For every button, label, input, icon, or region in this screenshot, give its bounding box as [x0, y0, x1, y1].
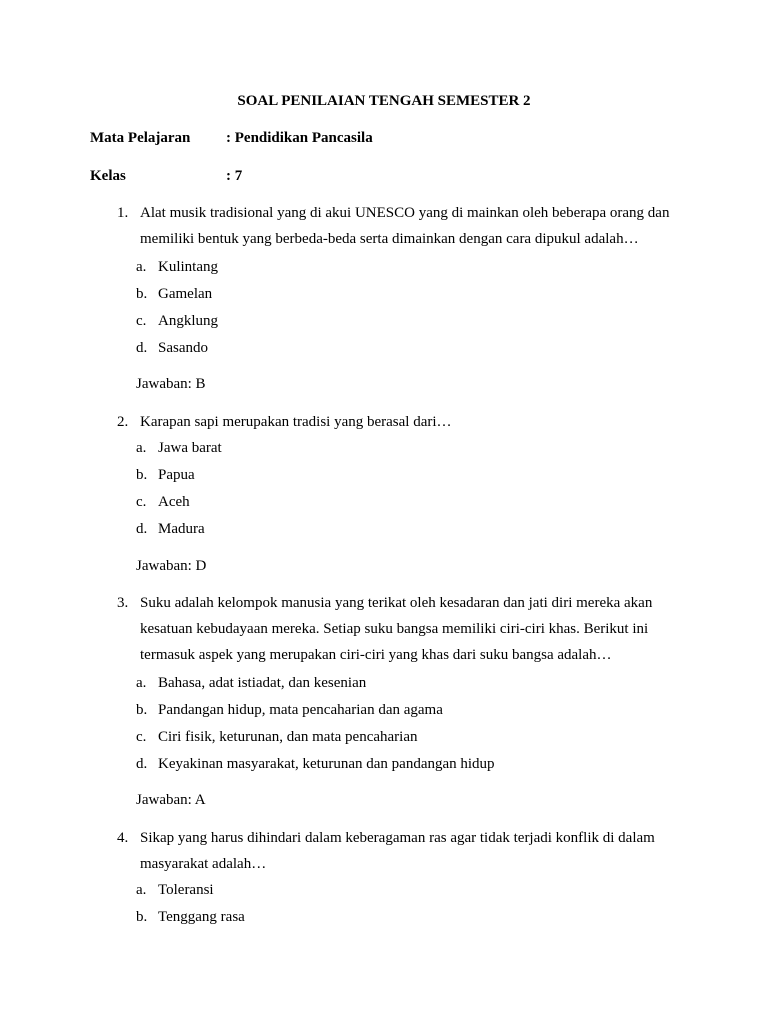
meta-value: : 7: [226, 168, 243, 184]
option-text: Jawa barat: [158, 440, 222, 456]
answer-text: Jawaban: B: [136, 376, 206, 392]
question-text: Karapan sapi merupakan tradisi yang berasal dari…: [140, 414, 452, 430]
answer-text: Jawaban: D: [136, 558, 207, 574]
question-4: [117, 825, 677, 877]
option-text: Bahasa, adat istiadat, dan kesenian: [158, 675, 367, 691]
question-number: 3.: [117, 595, 129, 611]
option-letter: a.: [136, 675, 147, 691]
option-letter: d.: [136, 340, 148, 356]
question-3: [117, 590, 677, 668]
page-title: SOAL PENILAIAN TENGAH SEMESTER 2: [237, 93, 531, 109]
option-text: Sasando: [158, 340, 208, 356]
option-text: Aceh: [158, 494, 190, 510]
meta-label: Kelas: [90, 168, 126, 184]
option-text: Madura: [158, 521, 205, 537]
option-text: Kulintang: [158, 259, 218, 275]
option-letter: d.: [136, 521, 148, 537]
option-letter: b.: [136, 286, 148, 302]
option-text: Tenggang rasa: [158, 909, 245, 925]
option-text: Toleransi: [158, 882, 214, 898]
option-letter: b.: [136, 909, 148, 925]
answer-text: Jawaban: A: [136, 792, 206, 808]
option-text: Ciri fisik, keturunan, dan mata pencaharian: [158, 729, 418, 745]
option-text: Gamelan: [158, 286, 213, 302]
question-1: [117, 200, 677, 252]
option-letter: b.: [136, 702, 148, 718]
question-text: Suku adalah kelompok manusia yang terikat oleh kesadaran dan jati diri mereka akan kesatuan kebudayaan mereka. Setiap suku bangsa memiliki ciri-ciri khas. Berikut ini termasuk aspek yang merupakan ciri-ciri yang khas dari suku bangsa adalah…: [140, 595, 653, 663]
option-letter: c.: [136, 494, 147, 510]
option-letter: a.: [136, 882, 147, 898]
question-number: 2.: [117, 414, 129, 430]
option-text: Pandangan hidup, mata pencaharian dan agama: [158, 702, 443, 718]
question-text: Sikap yang harus dihindari dalam keberagaman ras agar tidak terjadi konflik di dalam masyarakat adalah…: [140, 830, 655, 872]
option-letter: a.: [136, 440, 147, 456]
meta-value: : Pendidikan Pancasila: [226, 130, 373, 146]
question-number: 1.: [117, 205, 129, 221]
question-text: Alat musik tradisional yang di akui UNESCO yang di mainkan oleh beberapa orang dan memiliki bentuk yang berbeda-beda serta dimainkan dengan cara dipukul adalah…: [140, 205, 670, 247]
meta-label: Mata Pelajaran: [90, 130, 191, 146]
option-text: Papua: [158, 467, 195, 483]
option-letter: c.: [136, 313, 147, 329]
option-letter: d.: [136, 756, 148, 772]
question-number: 4.: [117, 830, 129, 846]
option-letter: b.: [136, 467, 148, 483]
option-letter: a.: [136, 259, 147, 275]
option-text: Keyakinan masyarakat, keturunan dan pandangan hidup: [158, 756, 495, 772]
option-letter: c.: [136, 729, 147, 745]
question-2: [117, 409, 677, 435]
option-text: Angklung: [158, 313, 218, 329]
